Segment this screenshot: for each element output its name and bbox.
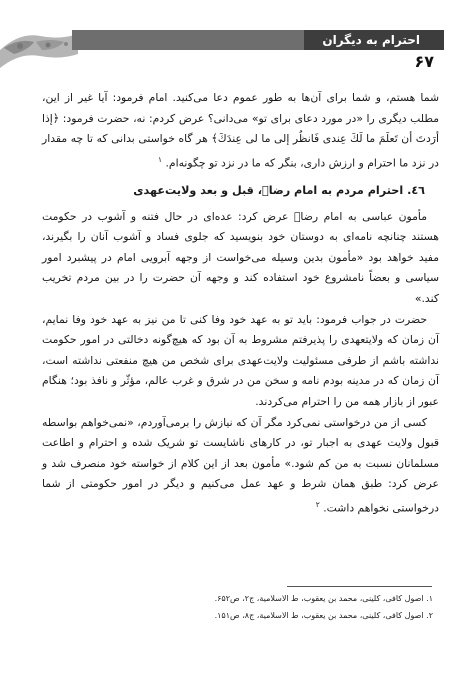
paragraph-text: شما هستم، و شما برای آن‌ها به طور عموم دعا می‌کنید. امام فرمود: آیا غیر از این، مطلب دیگری را «در مورد دعای برای تو» می‌دانی؟ عرض کردم: نه، حضرت فرمود: ﴿إذا أرَدتَ أن تَعلَمَ ما لَكَ عِندی فَانظُر إلی ما لی عِندَكَ﴾ هر گاه خواستی بدانی که تا چه مقدار در نزد ما احترام و ارزش داری، بنگر که ما در نزد تو چگونه‌ام.	[42, 91, 439, 170]
paragraph	[42, 413, 439, 520]
paragraph: حضرت در جواب فرمود: باید تو به عهد خود وفا کنی تا من نیز به عهد خود وفا نمایم، آن زمان که ولایتعهدی را پذیرفتم مشروط به آن بود که هیچ‌گونه دخالتی در امور حکومت نداشته باشم از طرفی مسئولیت ولایت‌عهدی برای شخص من هیچ منفعتی نداشته است، آن زمان که در مدینه بودم نامه و سخن من در شرق و غرب عالم، مؤثّر و نافذ بود؛ هنگام عبور از بازار همه من را احترام می‌کردند.	[42, 312, 439, 408]
footnote: ۱. اصول کافی، کلینی، محمد بن یعقوب، ط الاسلامیة، ج۲، ص۶۵۲.	[214, 594, 433, 603]
page-number: ۶۷	[414, 52, 434, 71]
paragraph: مأمون عباسی به امام رضاؑ عرض کرد: عده‌ای در حال فتنه و آشوب در حکومت هستند چنانچه نامه‌ای به دوستان خود بنویسید که جلوی فساد و آشوب آنان را بگیرند، مفید خواهد بود «مأمون بدین وسیله می‌خواست از وجهه آبرویی امام در پیشبرد امور سیاسی و بعضاً نامشروع خود استفاده کند و وجهه آن حضرت را در بین مردم تخریب کند.»	[42, 209, 439, 305]
footnote-ref: ۲	[315, 499, 320, 509]
paragraph	[42, 88, 439, 174]
footnotes	[42, 590, 439, 624]
page-header	[0, 0, 472, 72]
header-bar-cap	[432, 30, 444, 50]
paragraph-text: کسی از من درخواستی نمی‌کرد مگر آن که نیازش را برمی‌آوردم، «نمی‌خواهم بواسطه قبول ولایت عهدی به اجبار تو، در کارهای ناشایست تو شریک شده و احترام و اطاعت مسلمانان نسبت به من کم شود.» مأمون بعد از این کلام از خواسته خود منصرف شد و عرض کرد: طبق همان شرط و عهد عمل می‌کنیم و دیگر در امور حکومتی از شما درخواستی نخواهم داشت.	[42, 415, 439, 515]
footnote-ref: ۱	[158, 154, 163, 164]
section-heading: ٤٦. احترام مردم به امام رضاؑ، قبل و بعد ولایت‌عهدی	[133, 183, 425, 197]
footnote-divider	[287, 586, 432, 587]
footnote: ۲. اصول کافی، کلینی، محمد بن یعقوب، ط الاسلامیة، ج۸، ص۱۵۱.	[214, 611, 433, 620]
decorative-ornament-icon	[0, 14, 80, 74]
running-title: احترام به دیگران	[304, 30, 432, 50]
page-body	[42, 88, 439, 519]
